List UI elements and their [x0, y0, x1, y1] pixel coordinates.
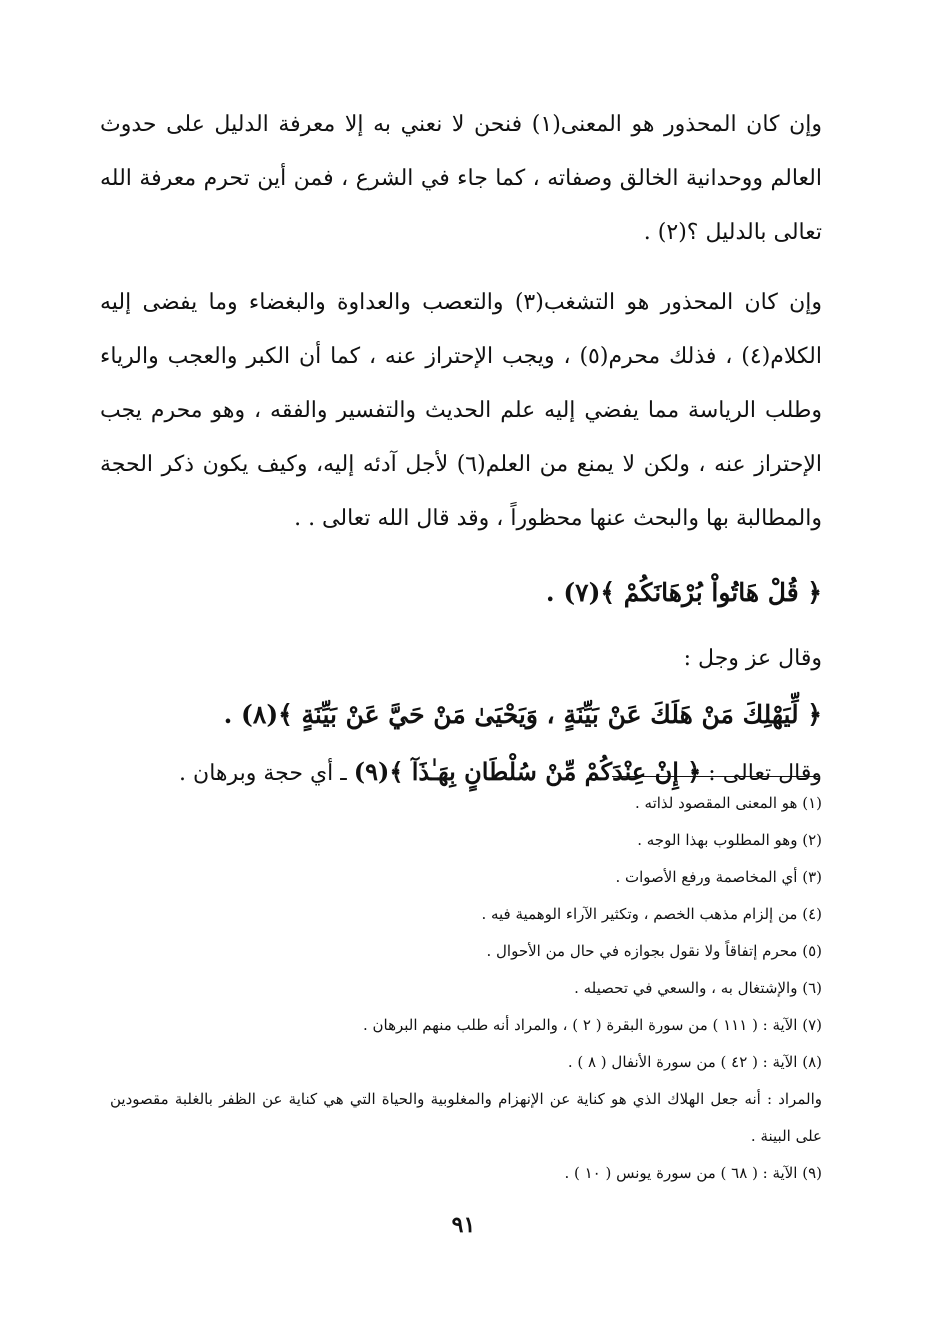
verse-2-intro: وقال عز وجل : [683, 646, 822, 671]
footnotes [110, 785, 822, 1192]
main-text [100, 98, 822, 802]
footnote-8-continuation: والمراد : أنه جعل الهلاك الذي هو كناية عن الإنهزام والمغلوبية والحياة التي هي كناية عن الظفر بالغلبة مقصودين على البينة . [110, 1090, 822, 1145]
page-number: ٩١ [451, 1212, 476, 1238]
footnote-8: (٨) الآية : ( ٤٢ ) من سورة الأنفال ( ٨ ) . [567, 1053, 822, 1071]
footnote-7: (٧) الآية : ( ١١١ ) من سورة البقرة ( ٢ ) ، والمراد أنه طلب منهم البرهان . [362, 1016, 822, 1034]
footnote-6: (٦) والإشتغال به ، والسعي في تحصيله . [574, 979, 822, 997]
footnote-4: (٤) من إلزام مذهب الخصم ، وتكثير الآراء الوهمية فيه . [481, 905, 822, 923]
footnote-1: (١) هو المعنى المقصود لذاته . [635, 794, 822, 812]
quran-verse-3: ﴿ إِنْ عِنْدَكُمْ مِّنْ سُلْطَانٍ بِهَـٰذَآ ﴾(٩) [353, 757, 702, 786]
verse-3-prefix: وقال تعالى : [701, 761, 822, 786]
quran-verse-1: ﴿ قُلْ هَاتُواْ بُرْهَانَكُمْ ﴾(٧) . [545, 578, 822, 607]
paragraph-1: وإن كان المحذور هو المعنى(١) فنحن لا نعني به إلا معرفة الدليل على حدوث العالم ووحدانية الخالق وصفاته ، كما جاء في الشرع ، فمن أين تحرم معرفة الله تعالى بالدليل ؟(٢) . [100, 112, 823, 245]
footnote-2: (٢) وهو المطلوب بهذا الوجه . [637, 831, 822, 849]
verse-3-suffix: ـ أي حجة وبرهان . [179, 761, 354, 786]
footnote-3: (٣) أي المخاصمة ورفع الأصوات . [615, 868, 822, 886]
quran-verse-2: ﴿ لِّيَهْلِكَ مَنْ هَلَكَ عَنْ بَيِّنَةٍ ، وَيَحْيَىٰ مَنْ حَيَّ عَنْ بَيِّنَةٍ ﴾(٨) . [223, 700, 822, 729]
footnote-5: (٥) محرم إتفاقاً ولا نقول بجوازه في حال من الأحوال . [486, 942, 822, 960]
paragraph-2: وإن كان المحذور هو التشغب(٣) والتعصب والعداوة والبغضاء وما يفضى إليه الكلام(٤) ، فذلك محرم(٥) ، ويجب الإحتراز عنه ، كما أن الكبر والعجب والرياء وطلب الرياسة مما يفضي إليه علم الحديث والتفسير والفقه ، وهو محرم يجب الإحتراز عنه ، ولكن لا يمنع من العلم(٦) لأجل آدئه إليه، وكيف يكون ذكر الحجة والمطالبة بها والبحث عنها محظوراً ، وقد قال الله تعالى . . [100, 290, 822, 531]
footnote-separator [612, 776, 818, 777]
footnote-9: (٩) الآية : ( ٦٨ ) من سورة يونس ( ١٠ ) . [564, 1164, 822, 1182]
